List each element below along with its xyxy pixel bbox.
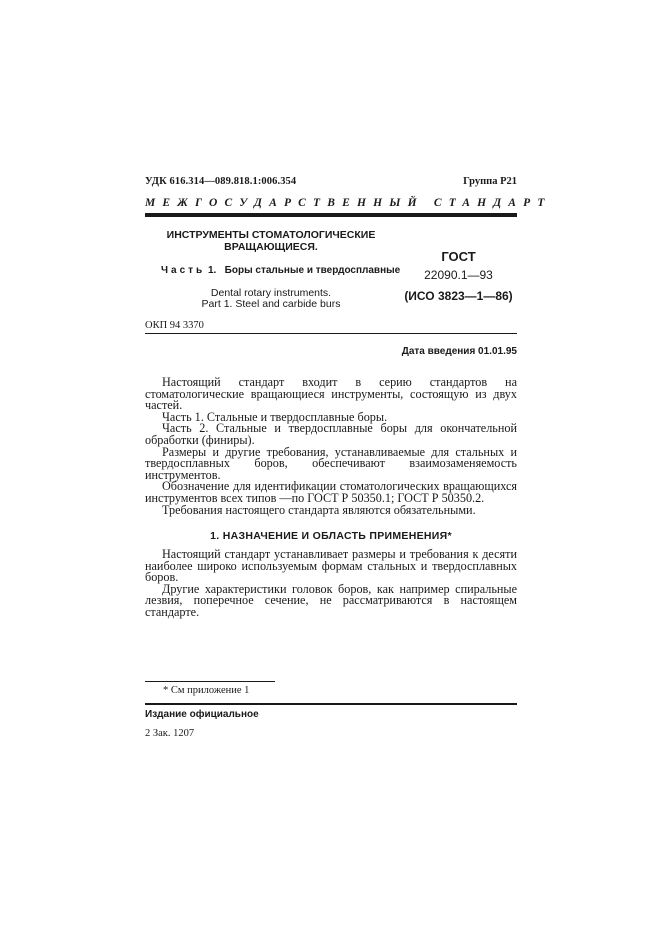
english-title-line-2: Part 1. Steel and carbide burs xyxy=(201,298,341,310)
group-code: Группа Р21 xyxy=(463,176,517,187)
title-line-1: ИНСТРУМЕНТЫ СТОМАТОЛОГИЧЕСКИЕ xyxy=(166,229,376,241)
okp-code: ОКП 94 3370 xyxy=(145,320,204,331)
intro-paragraph: Часть 1. Стальные и твердосплавные боры. xyxy=(162,409,388,424)
english-title-line-1: Dental rotary instruments. xyxy=(210,287,332,299)
section-paragraph: Другие характеристики головок боров, как например спиральные лезвия, поперечное сечение, не рассматриваются в настоящем стандарте. xyxy=(145,581,517,619)
standard-banner: МЕЖГОСУДАРСТВЕННЫЙ СТАНДАРТ xyxy=(145,197,552,209)
edition-label: Издание официальное xyxy=(145,709,259,720)
footnote: * См приложение 1 xyxy=(163,685,250,696)
part-text: Боры стальные и твердосплавные xyxy=(224,265,401,276)
effective-date: Дата введения 01.01.95 xyxy=(401,346,517,357)
udk-code: УДК 616.314—089.818.1:006.354 xyxy=(145,176,297,187)
gost-label: ГОСТ xyxy=(441,249,476,264)
intro-paragraph: Размеры и другие требования, устанавливаемые для стальных и твердосплавных боров, обеспечивают взаимозаменяемость инструментов. xyxy=(145,444,517,482)
title-line-2: ВРАЩАЮЩИЕСЯ. xyxy=(224,241,318,253)
header-rule xyxy=(145,333,517,334)
footnote-rule xyxy=(145,681,275,682)
section-paragraph: Настоящий стандарт устанавливает размеры и требования к десяти наиболее широко используемым формам стальных и твердосплавных боров. xyxy=(145,547,517,585)
document-title xyxy=(145,229,397,253)
intro-paragraph: Обозначение для идентификации стоматологических вращающихся инструментов всех типов —по ГОСТ Р 50350.1; ГОСТ Р 50350.2. xyxy=(145,479,517,505)
section-1-text xyxy=(145,549,517,619)
intro-text xyxy=(145,377,517,516)
section-1-heading: 1. НАЗНАЧЕНИЕ И ОБЛАСТЬ ПРИМЕНЕНИЯ* xyxy=(210,530,452,542)
part-label: Часть xyxy=(161,265,206,276)
intro-paragraph: Часть 2. Стальные и твердосплавные боры для окончательной обработки (финиры). xyxy=(145,421,517,447)
footer-rule xyxy=(145,703,517,705)
gost-iso-number: (ИСО 3823—1—86) xyxy=(404,289,513,303)
gost-number: 22090.1—93 xyxy=(424,268,493,282)
order-number: 2 Зак. 1207 xyxy=(145,728,195,739)
part-number: 1. xyxy=(207,265,217,276)
intro-paragraph: Требования настоящего стандарта являются обязательными. xyxy=(162,502,476,517)
intro-paragraph: Настоящий стандарт входит в серию стандартов на стоматологические вращающиеся инструменты, состоящую из двух частей. xyxy=(145,375,517,413)
part-line xyxy=(161,265,400,276)
english-title xyxy=(145,288,397,310)
banner-rule xyxy=(145,213,517,217)
